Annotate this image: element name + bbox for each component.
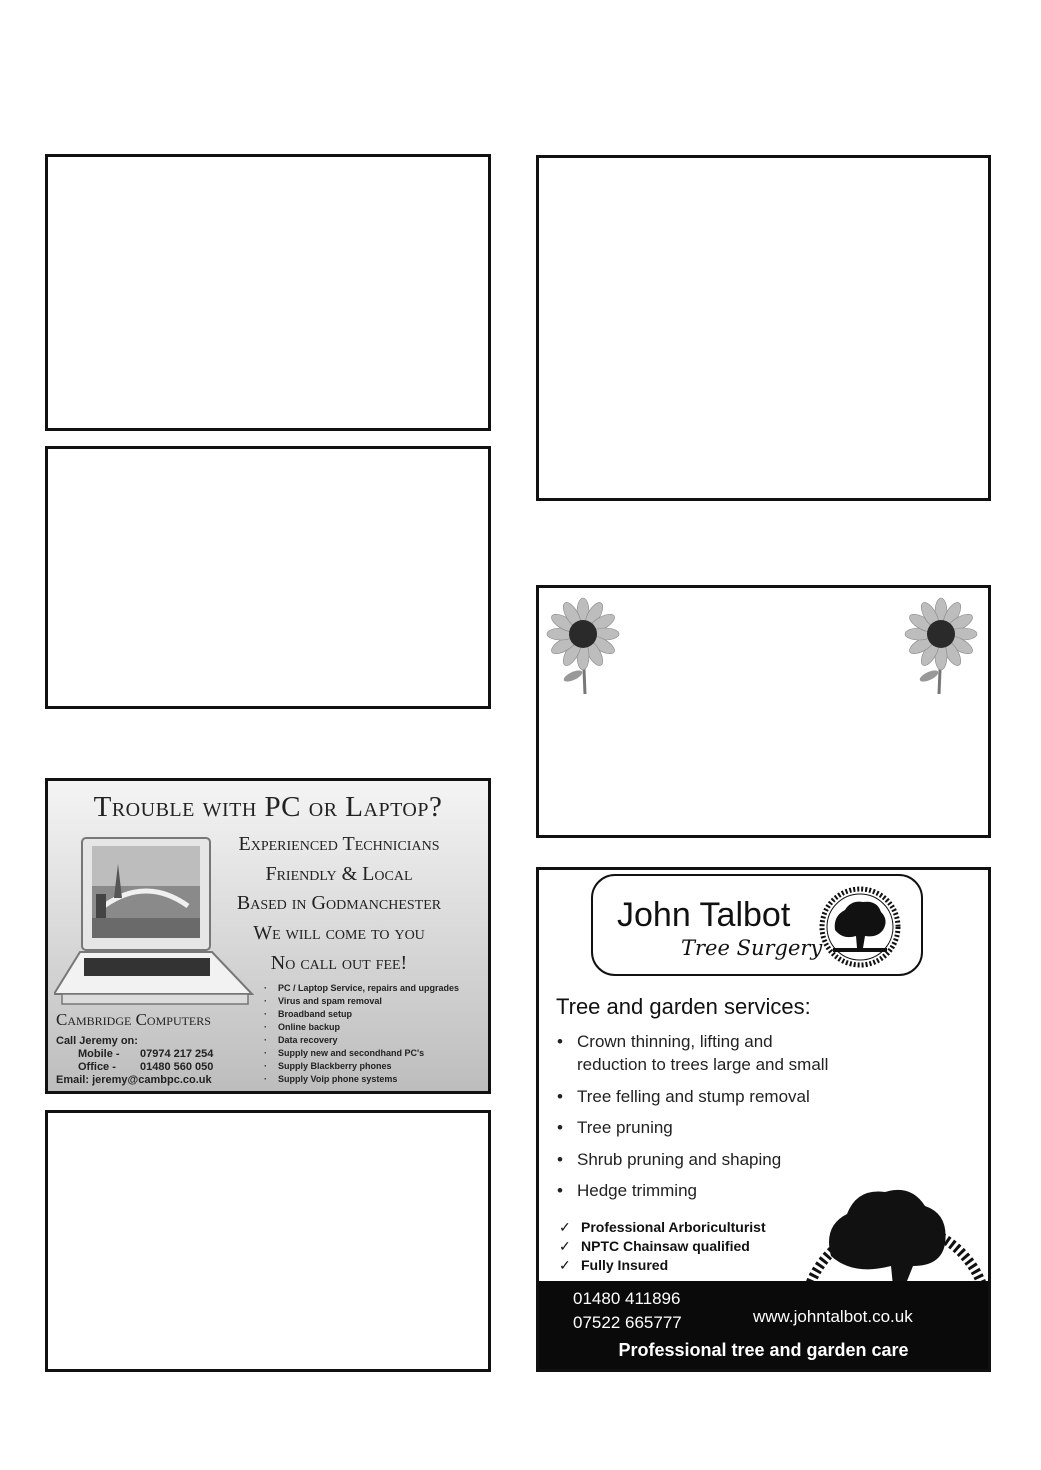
talbot-service: • Hedge trimming — [577, 1179, 697, 1202]
empty-ad-box-3 — [45, 1110, 491, 1372]
pc-ad-service: · Supply new and secondhand PC's — [278, 1048, 424, 1058]
talbot-credential: ✓ Professional Arboriculturist — [581, 1219, 766, 1235]
talbot-footer — [539, 1281, 988, 1369]
sunflower-ad-box — [536, 585, 991, 838]
talbot-service: • Tree pruning — [577, 1116, 673, 1139]
pc-ad-point-4: We will come to you — [253, 922, 425, 944]
empty-ad-box-2 — [45, 446, 491, 709]
pc-ad-service: · Virus and spam removal — [278, 996, 382, 1006]
pc-ad-office: 01480 560 050 — [140, 1061, 214, 1073]
talbot-service: • Tree felling and stump removal — [577, 1085, 810, 1108]
pc-ad-email: Email: jeremy@cambpc.co.uk — [56, 1074, 212, 1086]
pc-ad-service: · Online backup — [278, 1022, 340, 1032]
pc-ad-service: · Supply Blackberry phones — [278, 1061, 392, 1071]
talbot-website[interactable]: www.johntalbot.co.uk — [753, 1307, 913, 1326]
talbot-subtitle: Tree Surgery — [681, 936, 823, 960]
talbot-phone-2: 07522 665777 — [573, 1313, 682, 1332]
large-tree-icon — [801, 1166, 991, 1296]
talbot-service: • Shrub pruning and shaping — [577, 1148, 781, 1171]
pc-ad-point-1: Experienced Technicians — [238, 833, 440, 855]
pc-ad-mobile-label: Mobile - — [78, 1048, 120, 1060]
pc-ad-service: · Data recovery — [278, 1035, 338, 1045]
talbot-tagline: Professional tree and garden care — [618, 1340, 909, 1360]
talbot-name: John Talbot — [617, 896, 791, 934]
pc-ad-point-5: No call out fee! — [270, 952, 408, 974]
talbot-credential: ✓ NPTC Chainsaw qualified — [581, 1238, 750, 1254]
talbot-phone-1: 01480 411896 — [573, 1289, 681, 1308]
talbot-service-cont-text: reduction to trees large and small — [577, 1055, 829, 1074]
pc-ad-company: Cambridge Computers — [56, 1010, 211, 1029]
pc-ad-office-label: Office - — [78, 1061, 116, 1073]
talbot-service-cont — [577, 1053, 828, 1076]
talbot-service: • Crown thinning, lifting and — [577, 1030, 773, 1053]
pc-ad-service: · Broadband setup — [278, 1009, 352, 1019]
empty-ad-box-4 — [536, 155, 991, 501]
cambridge-computers-ad — [45, 778, 491, 1094]
pc-ad-mobile: 07974 217 254 — [140, 1048, 214, 1060]
empty-ad-box-1 — [45, 154, 491, 431]
pc-ad-service: · PC / Laptop Service, repairs and upgrades — [278, 983, 459, 993]
pc-ad-service: · Supply Voip phone systems — [278, 1074, 397, 1084]
tree-logo-icon — [819, 886, 901, 968]
sunflower-icon-right — [901, 596, 981, 696]
pc-ad-point-2: Friendly & Local — [265, 863, 413, 885]
sunflower-icon-left — [545, 596, 625, 696]
talbot-logo — [591, 874, 923, 976]
pc-ad-headline: Trouble with PC or Laptop? — [93, 791, 443, 823]
talbot-heading: Tree and garden services: — [556, 994, 811, 1019]
pc-ad-point-3: Based in Godmanchester — [236, 892, 442, 914]
john-talbot-ad — [536, 867, 991, 1372]
pc-ad-call-label: Call Jeremy on: — [56, 1035, 138, 1047]
talbot-credential: ✓ Fully Insured — [581, 1257, 668, 1273]
